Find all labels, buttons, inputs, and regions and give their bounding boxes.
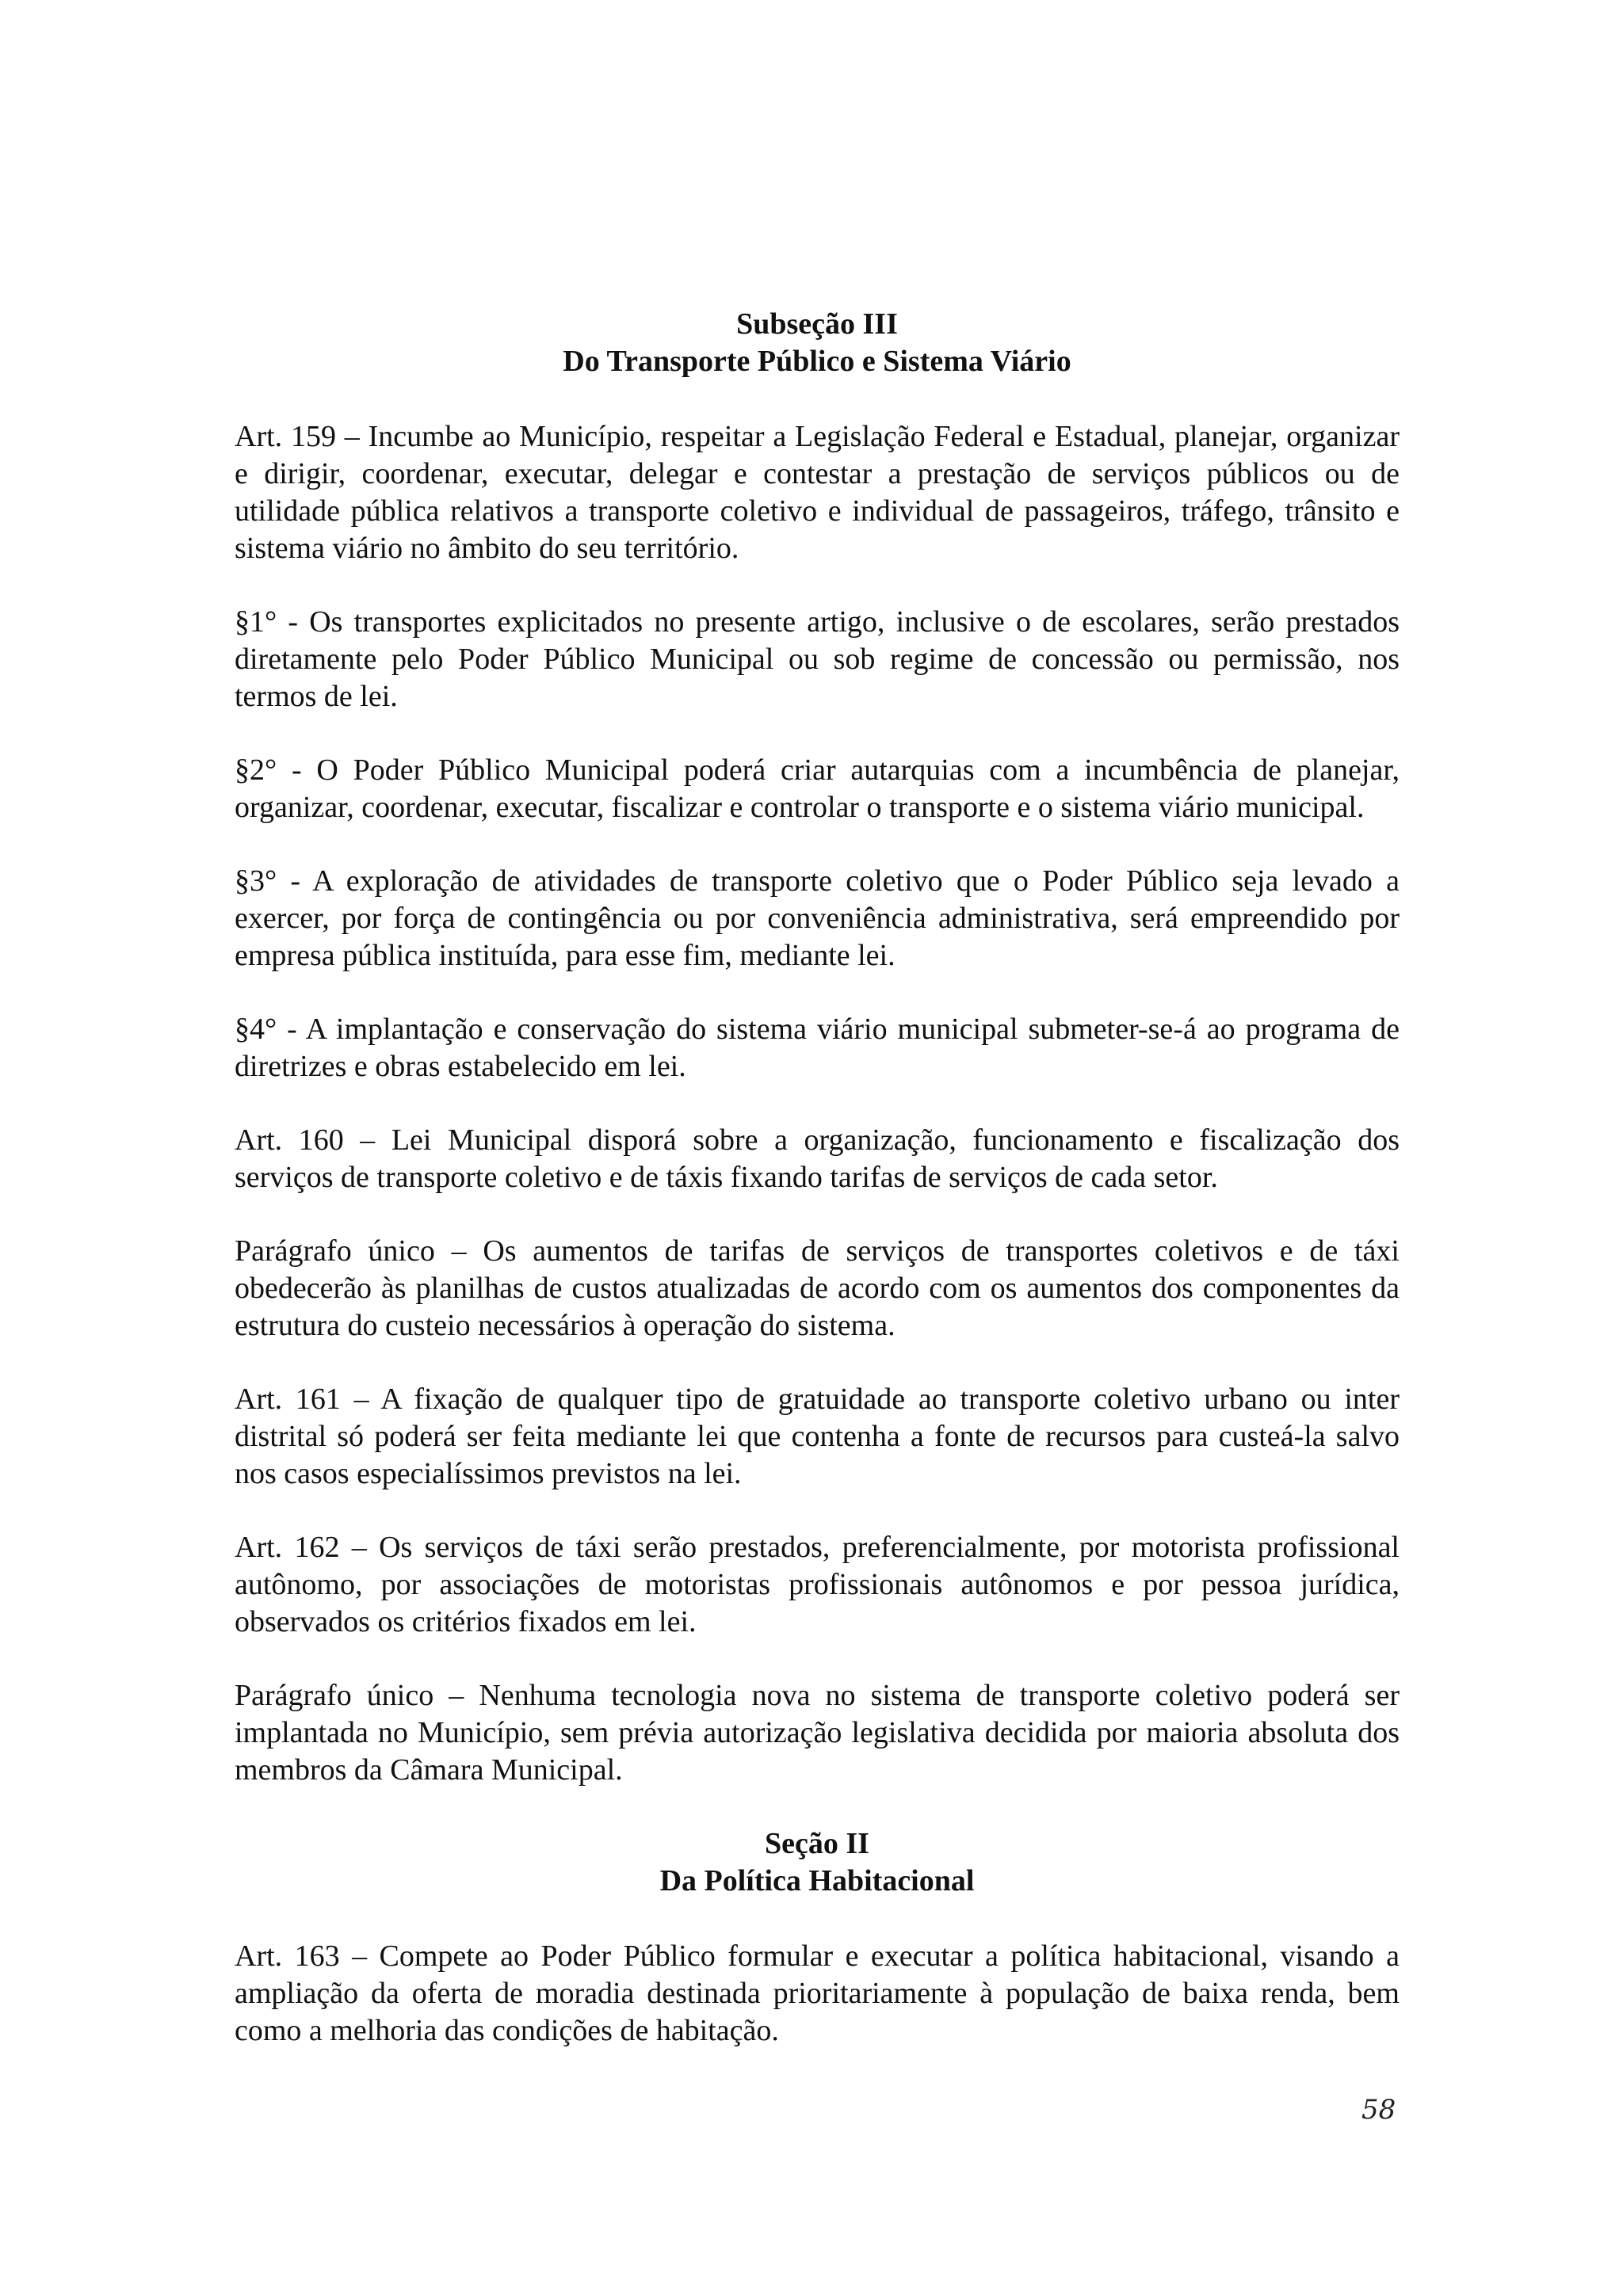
section-subtitle: Da Política Habitacional — [659, 1864, 975, 1897]
subsection-subtitle: Do Transporte Público e Sistema Viário — [563, 345, 1071, 378]
article-159: Art. 159 – Incumbe ao Município, respeitar a Legislação Federal e Estadual, planejar, organizar e dirigir, coordenar, executar, delegar e contestar a prestação de serviços públicos ou de utilidade pública relativos a transporte coletivo e individual de passageiros, tráfego, trânsito e sistema viário no âmbito do seu território. — [235, 420, 1400, 565]
article-161: Art. 161 – A fixação de qualquer tipo de gratuidade ao transporte coletivo urbano ou inter distrital só poderá ser feita mediante lei que contenha a fonte de recursos para custeá-la salvo nos casos especialíssimos previstos na lei. — [235, 1383, 1400, 1490]
subsection-heading — [235, 306, 1400, 380]
article-162: Art. 162 – Os serviços de táxi serão prestados, preferencialmente, por motorista profissional autônomo, por associações de motoristas profissionais autônomos e por pessoa jurídica, observados os critérios fixados em lei. — [235, 1531, 1400, 1638]
article-159-paragraph-2: §2° - O Poder Público Municipal poderá criar autarquias com a incumbência de planejar, organizar, coordenar, executar, fiscalizar e controlar o transporte e o sistema viário municipal. — [235, 753, 1400, 824]
page-number: 58 — [1361, 2094, 1396, 2126]
article-159-paragraph-1: §1° - Os transportes explicitados no presente artigo, inclusive o de escolares, serão prestados diretamente pelo Poder Público Municipal ou sob regime de concessão ou permissão, nos termos de lei. — [235, 605, 1400, 713]
article-160-sole-paragraph: Parágrafo único – Os aumentos de tarifas de serviços de transportes coletivos e de táxi obedecerão às planilhas de custos atualizadas de acordo com os aumentos dos componentes da estrutura do custeio necessários à operação do sistema. — [235, 1234, 1400, 1342]
document-page — [235, 306, 1400, 2050]
article-163: Art. 163 – Compete ao Poder Público formular e executar a política habitacional, visando a ampliação da oferta de moradia destinada prioritariamente à população de baixa renda, bem como a melhoria das condições de habitação. — [235, 1939, 1400, 2047]
section-heading — [235, 1825, 1400, 1900]
article-162-sole-paragraph: Parágrafo único – Nenhuma tecnologia nova no sistema de transporte coletivo poderá ser implantada no Município, sem prévia autorização legislativa decidida por maioria absoluta dos membros da Câmara Municipal. — [235, 1679, 1400, 1787]
article-159-paragraph-4: §4° - A implantação e conservação do sistema viário municipal submeter-se-á ao programa de diretrizes e obras estabelecido em lei. — [235, 1013, 1400, 1083]
article-159-paragraph-3: §3° - A exploração de atividades de transporte coletivo que o Poder Público seja levado a exercer, por força de contingência ou por conveniência administrativa, será empreendido por empresa pública instituída, para esse fim, mediante lei. — [235, 864, 1400, 972]
subsection-title: Subseção III — [736, 307, 898, 341]
article-160: Art. 160 – Lei Municipal disporá sobre a organização, funcionamento e fiscalização dos serviços de transporte coletivo e de táxis fixando tarifas de serviços de cada setor. — [235, 1123, 1400, 1194]
section-title: Seção II — [765, 1827, 869, 1860]
